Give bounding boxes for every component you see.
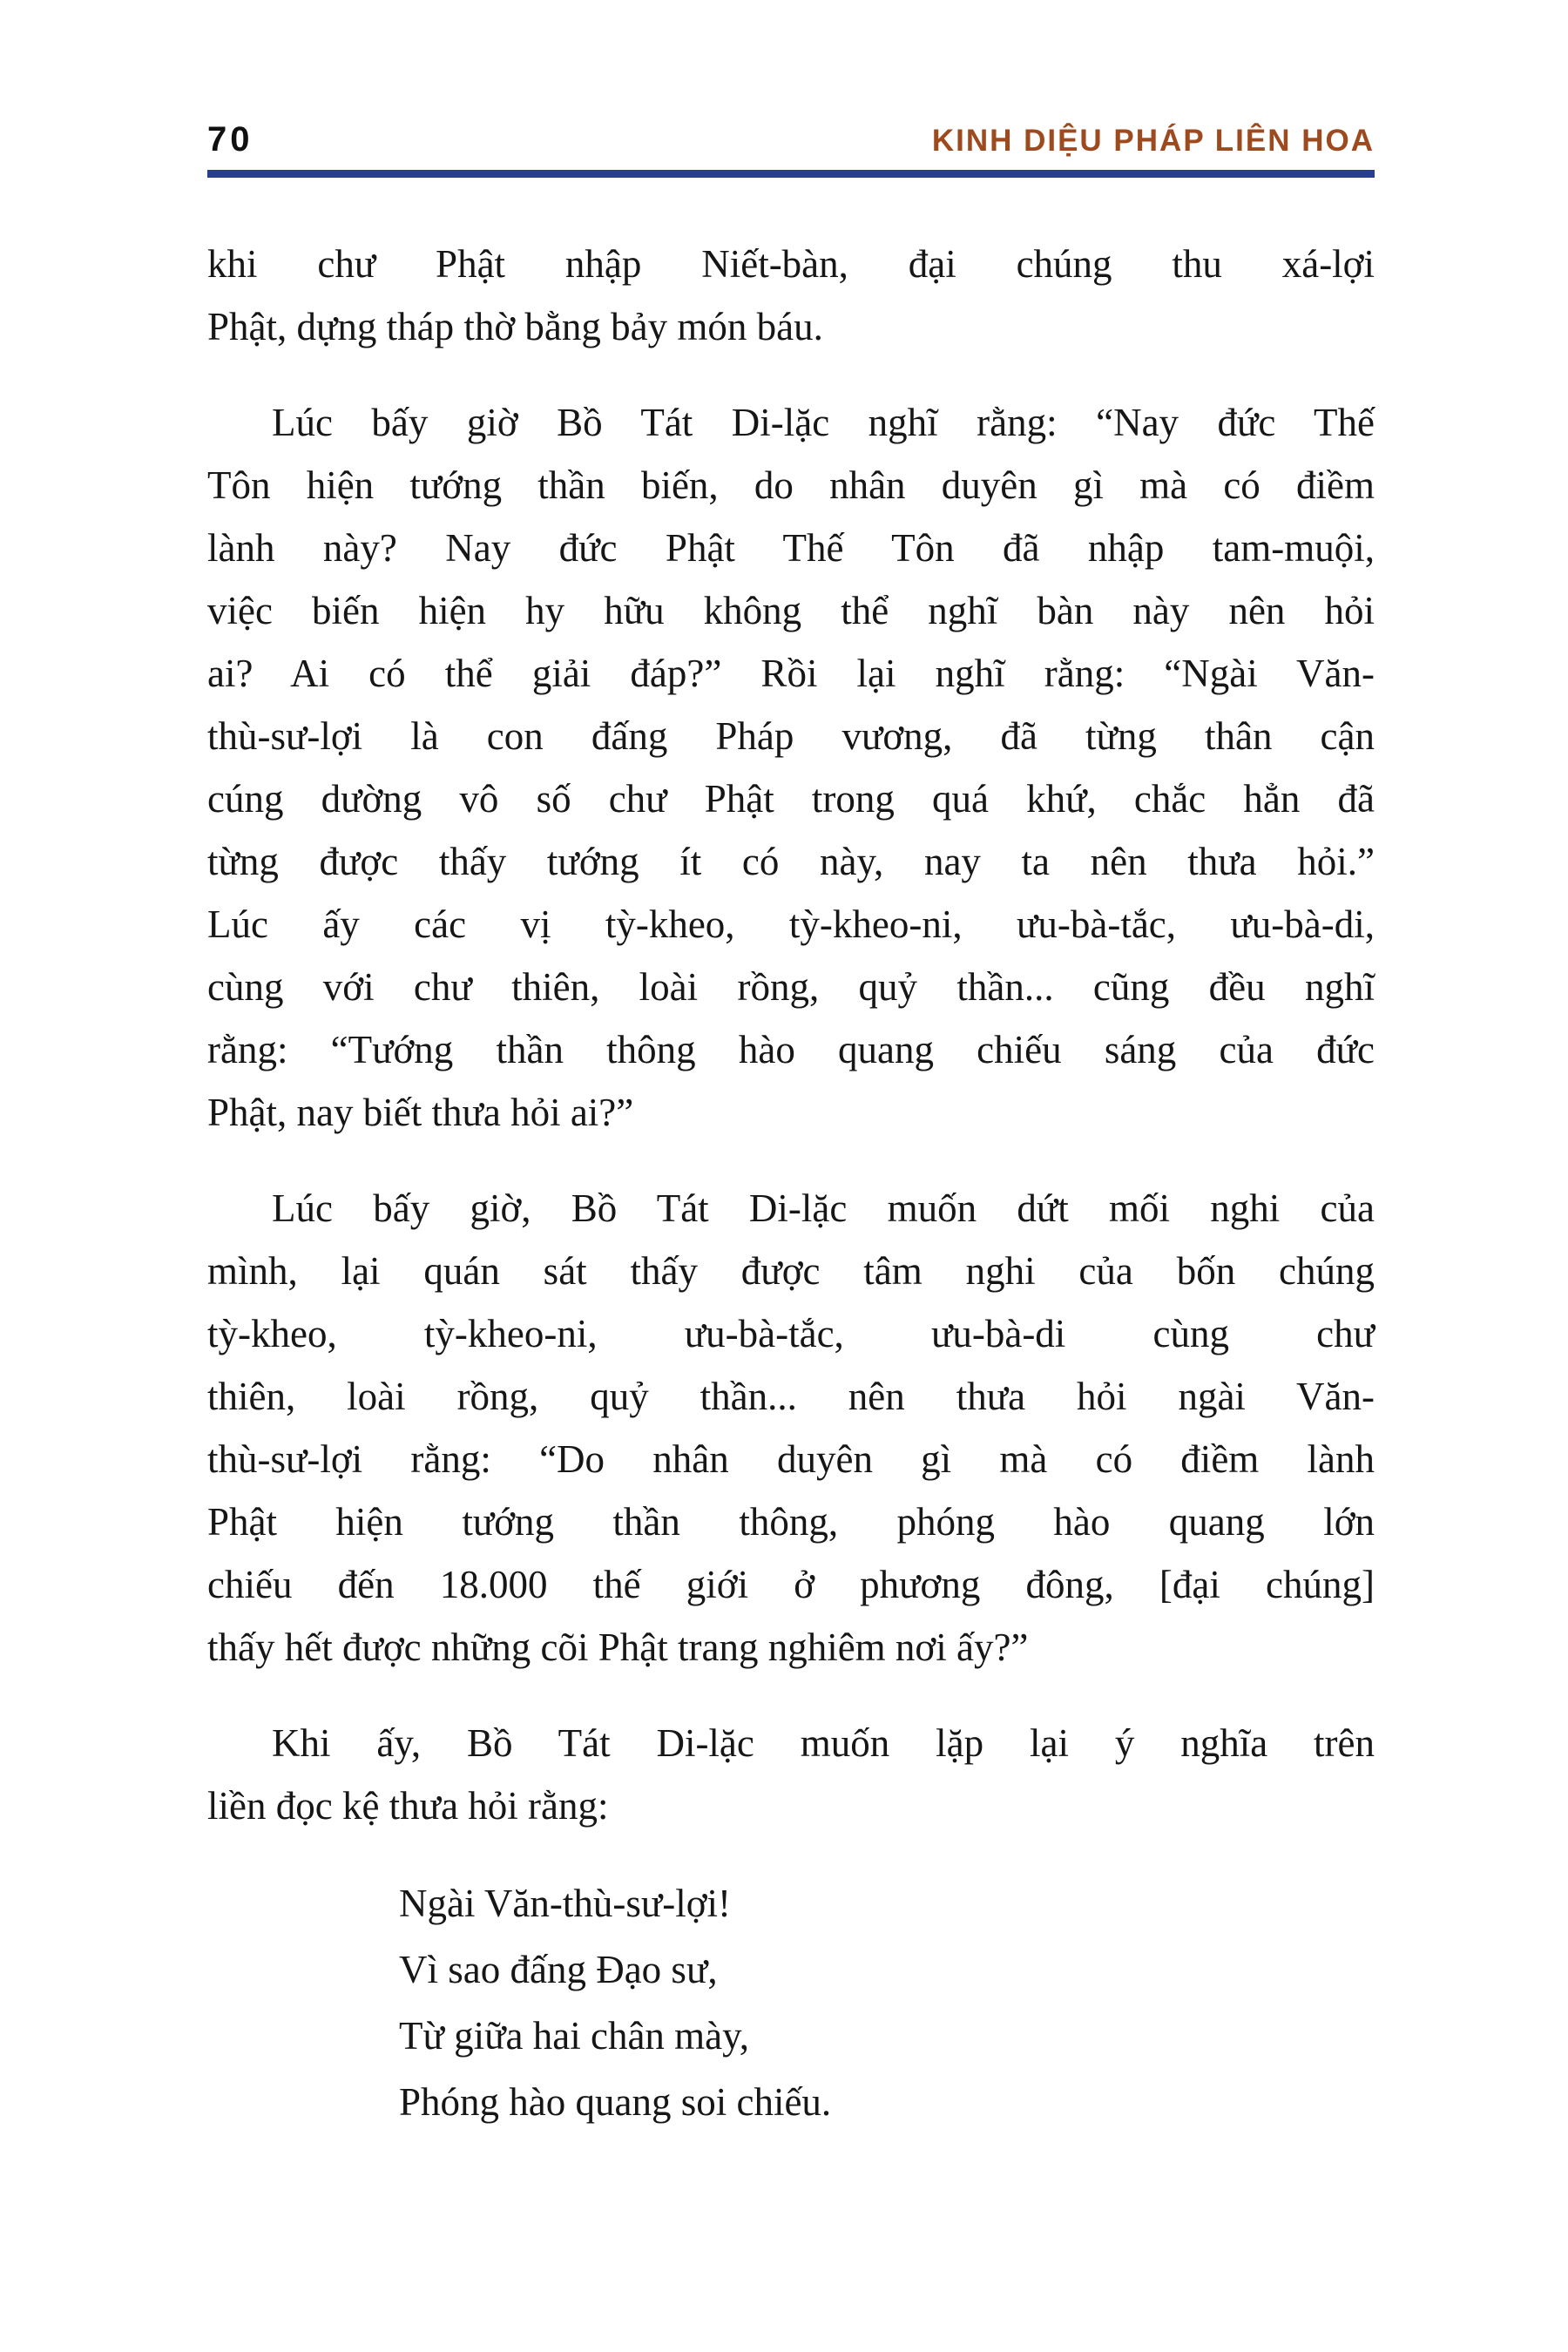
verse-line: Phóng hào quang soi chiếu.: [399, 2080, 832, 2124]
body-line: việc biến hiện hy hữu không thể nghĩ bàn này nên hỏi: [207, 589, 1375, 632]
body-line: thấy hết được những cõi Phật trang nghiêm nơi ấy?”: [207, 1625, 1029, 1669]
page-header: [207, 122, 1375, 157]
body-line: ai? Ai có thể giải đáp?” Rồi lại nghĩ rằng: “Ngài Văn-: [207, 652, 1375, 695]
body-line: thiên, loài rồng, quỷ thần... nên thưa hỏi ngài Văn-: [207, 1375, 1375, 1418]
body-line: Lúc ấy các vị tỳ-kheo, tỳ-kheo-ni, ưu-bà-tắc, ưu-bà-di,: [207, 902, 1375, 946]
body-line: Khi ấy, Bồ Tát Di-lặc muốn lặp lại ý nghĩa trên: [272, 1721, 1375, 1765]
verse-block: [207, 1870, 1375, 2135]
body-line: khi chư Phật nhập Niết-bàn, đại chúng thu xá-lợi: [207, 242, 1375, 286]
page-number: 70: [207, 120, 253, 159]
verse-line: Từ giữa hai chân mày,: [399, 2014, 749, 2058]
header-rule: [207, 170, 1375, 178]
body-line: Lúc bấy giờ, Bồ Tát Di-lặc muốn dứt mối nghi của: [272, 1186, 1375, 1230]
paragraph: [207, 233, 1375, 358]
verse-line: Ngài Văn-thù-sư-lợi!: [399, 1882, 732, 1925]
body-line: cúng dường vô số chư Phật trong quá khứ, chắc hẳn đã: [207, 777, 1375, 821]
body-line: mình, lại quán sát thấy được tâm nghi của bốn chúng: [207, 1249, 1375, 1293]
verse-line: Vì sao đấng Đạo sư,: [399, 1948, 718, 1991]
body-line: lành này? Nay đức Phật Thế Tôn đã nhập tam-muội,: [207, 526, 1375, 570]
paragraph: [207, 1712, 1375, 1837]
body-line: thù-sư-lợi là con đấng Pháp vương, đã từng thân cận: [207, 714, 1375, 758]
paragraph: [207, 1177, 1375, 1679]
body-line: Phật, nay biết thưa hỏi ai?”: [207, 1091, 634, 1134]
body-line: thù-sư-lợi rằng: “Do nhân duyên gì mà có điềm lành: [207, 1437, 1375, 1481]
body-line: từng được thấy tướng ít có này, nay ta nên thưa hỏi.”: [207, 840, 1375, 883]
body-line: liền đọc kệ thưa hỏi rằng:: [207, 1784, 609, 1828]
body-line: Phật, dựng tháp thờ bằng bảy món báu.: [207, 305, 823, 348]
body-line: Lúc bấy giờ Bồ Tát Di-lặc nghĩ rằng: “Nay đức Thế: [272, 401, 1375, 444]
body-line: chiếu đến 18.000 thế giới ở phương đông, [đại chúng]: [207, 1563, 1375, 1606]
body-line: Phật hiện tướng thần thông, phóng hào quang lớn: [207, 1500, 1375, 1544]
body-line: rằng: “Tướng thần thông hào quang chiếu sáng của đức: [207, 1028, 1375, 1071]
body-line: cùng với chư thiên, loài rồng, quỷ thần... cũng đều nghĩ: [207, 965, 1375, 1009]
body-line: tỳ-kheo, tỳ-kheo-ni, ưu-bà-tắc, ưu-bà-di cùng chư: [207, 1312, 1375, 1355]
running-title: KINH DIỆU PHÁP LIÊN HOA: [931, 124, 1375, 158]
paragraph: [207, 391, 1375, 1144]
page-body: [207, 233, 1375, 2135]
body-line: Tôn hiện tướng thần biến, do nhân duyên gì mà có điềm: [207, 463, 1375, 507]
